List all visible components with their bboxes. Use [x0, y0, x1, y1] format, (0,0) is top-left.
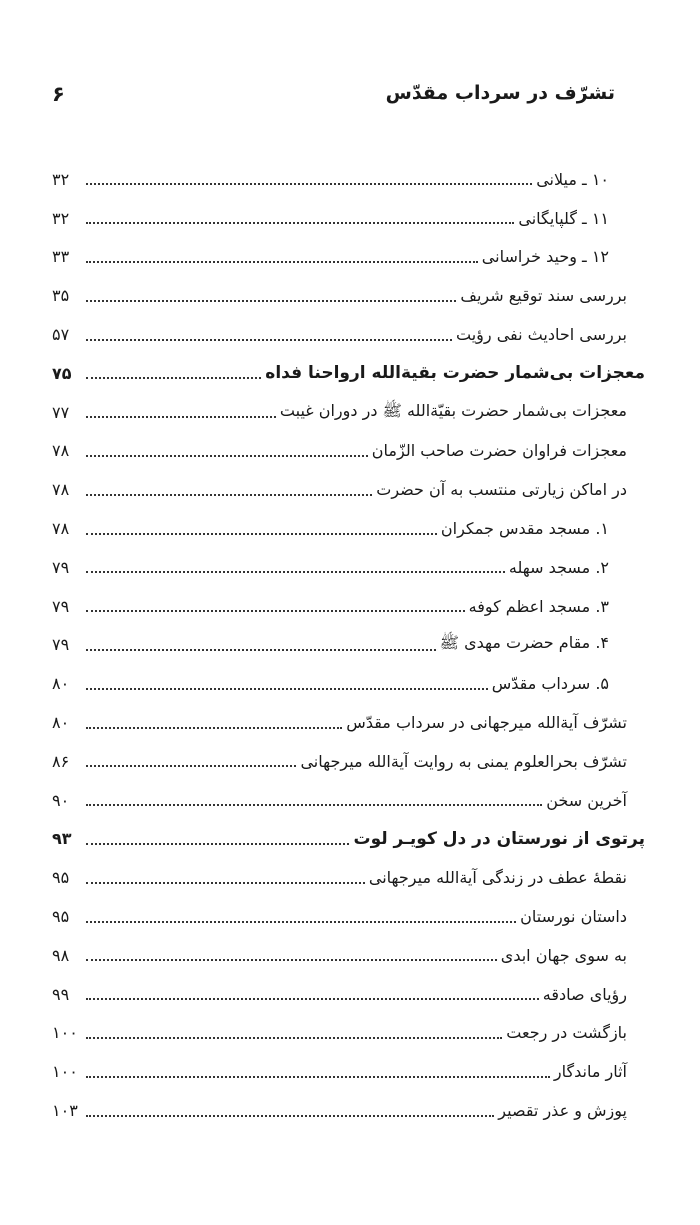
toc-entry-title: تشرّف بحرالعلوم یمنی به روایت آیةالله میرجهانی	[300, 751, 627, 771]
toc-page-number: ۷۹	[52, 596, 70, 616]
dot-leader	[86, 339, 452, 341]
dot-leader	[86, 959, 497, 961]
page-header	[52, 82, 615, 116]
toc-entry-row	[52, 1052, 645, 1091]
toc-page-number: ۸۰	[52, 713, 70, 733]
toc-entry-title: ۳. مسجد اعظم کوفه	[468, 596, 609, 616]
toc-entry-title: معجزات بی‌شمار حضرت بقیّةالله ﷺ در دوران غیبت	[279, 400, 627, 420]
toc-entry-row	[52, 664, 645, 703]
toc-entry-title: ۵. سرداب مقدّس	[491, 674, 609, 694]
toc-page-number: ۱۰۳	[52, 1101, 78, 1121]
toc-entry-row	[52, 432, 645, 471]
dot-leader	[86, 571, 505, 573]
toc-entry-title: آثار ماندگار	[553, 1062, 627, 1082]
toc-entry-row	[52, 1014, 645, 1053]
toc-entry-title: رؤیای صادقه	[542, 984, 627, 1004]
toc-page-number: ۹۸	[52, 945, 70, 965]
toc-heading-row	[52, 354, 645, 393]
toc-entry-title: آخرین سخن	[546, 790, 627, 810]
toc-entry-title: ۱۰ ـ میلانی	[536, 169, 609, 189]
toc-page-number: ۹۹	[52, 984, 70, 1004]
toc-page-number: ۸۰	[52, 674, 70, 694]
dot-leader	[86, 649, 436, 651]
toc-entry-row	[52, 393, 645, 432]
toc-entry-row	[52, 936, 645, 975]
dot-leader	[86, 183, 532, 185]
toc-entry-row	[52, 781, 645, 820]
toc-entry-title: داستان نورستان	[520, 907, 627, 927]
dot-leader	[86, 416, 276, 418]
toc-entry-title: نقطهٔ عطف در زندگی آیةالله میرجهانی	[368, 868, 627, 888]
toc-entry-row	[52, 626, 645, 665]
toc-entry-title: بررسی سند توقیع شریف	[460, 286, 627, 306]
toc-entry-title: پوزش و عذر تقصیر	[498, 1101, 627, 1121]
dot-leader	[86, 921, 516, 923]
toc-page-number: ۹۵	[52, 868, 70, 888]
toc-entry-row	[52, 703, 645, 742]
toc-entry-row	[52, 238, 645, 277]
dot-leader	[86, 1115, 494, 1117]
running-title: تشرّف در سرداب مقدّس	[385, 82, 615, 104]
dot-leader	[86, 998, 539, 1000]
toc-page-number: ۷۸	[52, 441, 70, 461]
toc-page-number: ۷۵	[52, 363, 72, 383]
toc-entry-row	[52, 470, 645, 509]
dot-leader	[86, 494, 372, 496]
toc-entry-row	[52, 315, 645, 354]
toc-entry-row	[52, 509, 645, 548]
toc-page-number: ۵۷	[52, 325, 70, 345]
toc-entry-title: معجزات بی‌شمار حضرت بقیةالله ارواحنا فداه	[265, 363, 645, 384]
toc-entry-title: ۴. مقام حضرت مهدی ﷺ	[439, 633, 609, 653]
dot-leader	[86, 804, 542, 806]
dot-leader	[86, 222, 514, 224]
dot-leader	[86, 1037, 502, 1039]
toc-entry-row	[52, 587, 645, 626]
toc-page-number: ۷۸	[52, 480, 70, 500]
toc-entry-title: پرتوی از نورستان در دل کویـر لوت	[353, 828, 645, 849]
toc-entry-row	[52, 276, 645, 315]
toc-page-number: ۳۲	[52, 208, 70, 228]
toc-entry-title: ۱۱ ـ گلپایگانی	[518, 208, 609, 228]
dot-leader	[86, 261, 478, 263]
toc-entry-title: ۱۲ ـ وحید خراسانی	[481, 247, 609, 267]
table-of-contents	[52, 160, 645, 1130]
toc-page-number: ۳۲	[52, 169, 70, 189]
toc-entry-title: بررسی احادیث نفی رؤیت	[455, 325, 627, 345]
dot-leader	[86, 1076, 550, 1078]
toc-page-number: ۸۶	[52, 751, 70, 771]
dot-leader	[86, 455, 368, 457]
toc-entry-row	[52, 548, 645, 587]
dot-leader	[86, 533, 437, 535]
toc-page-number: ۱۰۰	[52, 1023, 78, 1043]
dot-leader	[86, 882, 365, 884]
toc-page-number: ۷۹	[52, 635, 70, 655]
dot-leader	[86, 377, 261, 379]
toc-entry-row	[52, 858, 645, 897]
toc-entry-title: معجزات فراوان حضرت صاحب الزّمان	[371, 441, 627, 461]
dot-leader	[86, 300, 456, 302]
toc-page-number: ۳۳	[52, 247, 70, 267]
dot-leader	[86, 610, 465, 612]
toc-entry-title: در اماکن زیارتی منتسب به آن حضرت	[376, 480, 627, 500]
toc-entry-row	[52, 1091, 645, 1130]
toc-page-number: ۹۵	[52, 907, 70, 927]
toc-entry-row	[52, 742, 645, 781]
toc-page-number: ۷۹	[52, 557, 70, 577]
toc-page-number: ۷۸	[52, 519, 70, 539]
toc-entry-title: ۲. مسجد سهله	[508, 557, 609, 577]
toc-page-number: ۷۷	[52, 402, 70, 422]
dot-leader	[86, 688, 488, 690]
page-number: ۶	[52, 82, 65, 106]
dot-leader	[86, 727, 342, 729]
toc-entry-title: تشرّف آیةالله میرجهانی در سرداب مقدّس	[346, 713, 627, 733]
toc-page-number: ۳۵	[52, 286, 70, 306]
dot-leader	[86, 843, 349, 845]
toc-entry-title: به سوی جهان ابدی	[500, 945, 627, 965]
toc-entry-row	[52, 975, 645, 1014]
toc-page-number: ۹۳	[52, 829, 72, 849]
dot-leader	[86, 765, 296, 767]
toc-heading-row	[52, 820, 645, 859]
toc-entry-row	[52, 199, 645, 238]
toc-entry-title: بازگشت در رجعت	[506, 1023, 627, 1043]
toc-page-number: ۹۰	[52, 790, 70, 810]
toc-entry-row	[52, 897, 645, 936]
toc-page-number: ۱۰۰	[52, 1062, 78, 1082]
toc-entry-title: ۱. مسجد مقدس جمکران	[440, 519, 609, 539]
toc-entry-row	[52, 160, 645, 199]
